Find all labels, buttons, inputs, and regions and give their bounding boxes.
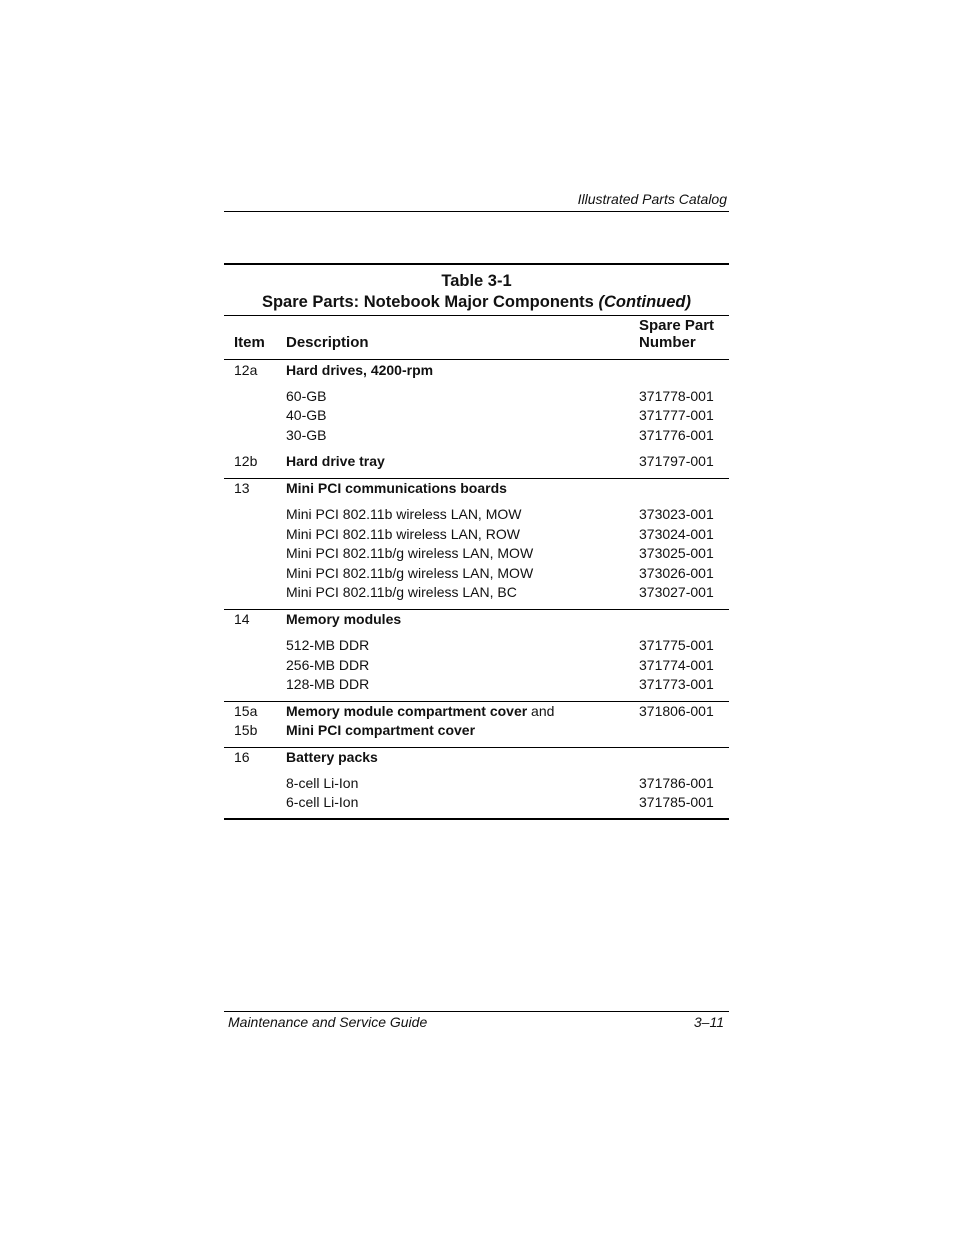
row-spare-part-number: 371778-001 <box>639 388 714 404</box>
table-number: Table 3-1 <box>441 272 512 290</box>
group-heading-bold: Memory module compartment cover <box>286 703 528 719</box>
table-title-main: Spare Parts: Notebook Major Components <box>261 293 594 311</box>
row-description: Mini PCI 802.11b wireless LAN, MOW <box>286 506 522 522</box>
row-description: Mini PCI 802.11b/g wireless LAN, MOW <box>286 565 534 581</box>
row-description: Mini PCI 802.11b/g wireless LAN, MOW <box>286 545 534 561</box>
row-description: 60-GB <box>286 388 327 404</box>
col-header-spare-part: Spare Part <box>639 317 715 334</box>
footer-guide-title: Maintenance and Service Guide <box>228 1014 428 1030</box>
row-description: 8-cell Li-Ion <box>286 775 359 791</box>
group-heading-tail: and <box>527 703 555 719</box>
row-description: 256-MB DDR <box>286 657 370 673</box>
row-spare-part-number: 371797-001 <box>639 453 714 469</box>
table-title <box>224 293 729 312</box>
row-description: Mini PCI 802.11b/g wireless LAN, BC <box>286 584 517 600</box>
group-heading: Hard drives, 4200-rpm <box>286 362 434 378</box>
row-spare-part-number: 373027-001 <box>639 584 714 600</box>
group-rule <box>224 701 729 702</box>
table-bottom-rule <box>224 818 729 820</box>
row-spare-part-number: 373024-001 <box>639 526 714 542</box>
item-number: 16 <box>234 749 250 765</box>
group-heading: Mini PCI communications boards <box>286 480 507 496</box>
row-spare-part-number: 373026-001 <box>639 565 714 581</box>
row-spare-part-number: 371775-001 <box>639 637 714 653</box>
group-heading <box>286 703 554 719</box>
group-heading: Memory modules <box>286 611 402 627</box>
row-spare-part-number: 371777-001 <box>639 407 714 423</box>
item-number: 13 <box>234 480 250 496</box>
group-rule <box>224 747 729 748</box>
group-rule <box>224 609 729 610</box>
header-bottom-rule <box>224 359 729 360</box>
table-top-rule <box>224 263 729 265</box>
item-number: 14 <box>234 611 250 627</box>
row-spare-part-number: 371773-001 <box>639 676 714 692</box>
row-description: 6-cell Li-Ion <box>286 794 359 810</box>
col-header-number: Number <box>639 334 696 351</box>
group-heading: Battery packs <box>286 749 378 765</box>
title-rule <box>224 315 729 316</box>
row-spare-part-number: 371774-001 <box>639 657 714 673</box>
group-heading: Hard drive tray <box>286 453 385 469</box>
footer-rule <box>224 1011 729 1012</box>
page-number: 3–11 <box>693 1014 724 1030</box>
row-description: 512-MB DDR <box>286 637 370 653</box>
group-heading: Mini PCI compartment cover <box>286 722 476 738</box>
item-number: 12a <box>234 362 258 378</box>
row-description: 30-GB <box>286 427 327 443</box>
table-title-suffix: (Continued) <box>598 293 692 311</box>
row-spare-part-number: 371806-001 <box>639 703 714 719</box>
row-spare-part-number: 371776-001 <box>639 427 714 443</box>
item-number: 12b <box>234 453 258 469</box>
row-spare-part-number: 371786-001 <box>639 775 714 791</box>
group-rule <box>224 478 729 479</box>
running-header: Illustrated Parts Catalog <box>577 191 727 207</box>
col-header-item: Item <box>234 334 265 351</box>
item-number: 15a <box>234 703 258 719</box>
item-number: 15b <box>234 722 258 738</box>
row-description: 128-MB DDR <box>286 676 370 692</box>
row-spare-part-number: 373025-001 <box>639 545 714 561</box>
header-rule <box>224 211 729 212</box>
col-header-description: Description <box>286 334 369 351</box>
row-description: 40-GB <box>286 407 327 423</box>
row-spare-part-number: 373023-001 <box>639 506 714 522</box>
row-spare-part-number: 371785-001 <box>639 794 714 810</box>
row-description: Mini PCI 802.11b wireless LAN, ROW <box>286 526 520 542</box>
